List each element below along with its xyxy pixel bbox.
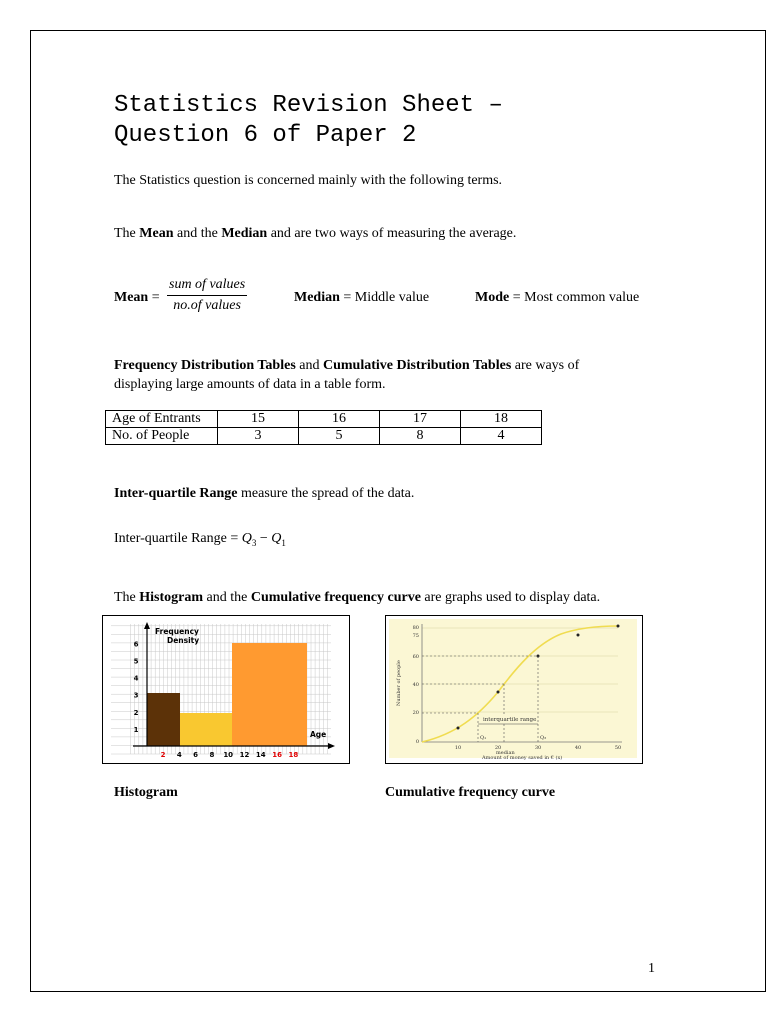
iqr-text: Inter-quartile Range measure the spread of the data. (114, 486, 415, 501)
y-tick-label: 0 (415, 739, 419, 745)
y-tick-label: 75 (412, 633, 419, 639)
x-tick-labels (161, 751, 299, 759)
histogram-bar (180, 713, 232, 746)
histogram-caption: Histogram (114, 785, 178, 800)
graphs-text: The Histogram and the Cumulative frequency curve are graphs used to display data. (114, 590, 601, 605)
y-tick-label: 6 (133, 640, 139, 649)
x-axis-arrow-icon (328, 743, 335, 749)
cumulative-curve-chart (386, 616, 640, 761)
mode-definition: Mode = Most common value (475, 290, 640, 305)
x-tick-label: 14 (255, 751, 266, 759)
curve-point (457, 727, 460, 730)
x-tick-label: 40 (574, 745, 582, 751)
curve-background (389, 619, 637, 758)
y-tick-label: 1 (133, 725, 139, 734)
x-axis-label: Age (310, 730, 327, 739)
curve-point (577, 634, 580, 637)
y-axis-label: Number of people (396, 660, 402, 706)
cfc-caption: Cumulative frequency curve (385, 785, 556, 800)
table-row (106, 428, 542, 445)
x-tick-label: 4 (176, 751, 182, 759)
histogram-figure (102, 615, 350, 764)
median-definition: Median = Middle value (294, 290, 430, 305)
iqr-formula: Inter-quartile Range = $Q_3 - Q_1$ (114, 531, 286, 548)
table-row (106, 411, 542, 428)
page-title: Statistics Revision Sheet – Question 6 of Paper 2 (114, 92, 503, 149)
y-tick-label: 2 (133, 708, 139, 717)
x-tick-label: 10 (454, 745, 462, 751)
median-label: median (496, 750, 515, 756)
intro-text: The Statistics question is concerned mainly with the following terms. (114, 173, 503, 188)
mean-fraction: $\frac{\text{sum of values}}{\text{no.of values}}$ (169, 277, 246, 313)
frequency-table (105, 410, 542, 445)
row-header-people: No. of People (106, 428, 218, 445)
y-tick-label: 80 (412, 625, 419, 631)
x-tick-label: 10 (223, 751, 234, 759)
page-number: 1 (648, 961, 655, 976)
curve-point (497, 691, 500, 694)
row-header-age: Age of Entrants (106, 411, 218, 428)
y-tick-label: 5 (133, 657, 139, 666)
curve-point (617, 625, 620, 628)
x-tick-label: 2 (160, 751, 166, 759)
y-axis-label: Frequency (155, 627, 199, 636)
x-tick-label: 12 (239, 751, 250, 759)
x-tick-label: 16 (272, 751, 282, 759)
table-cell: 17 (380, 411, 461, 428)
table-cell: 15 (218, 411, 299, 428)
y-axis-label: Density (167, 636, 200, 645)
iqr-label: interquartile range (483, 717, 537, 723)
y-tick-label: 4 (133, 674, 139, 683)
average-text: The Mean and the Median and are two ways of measuring the average. (114, 226, 517, 241)
mean-formula: Mean = (114, 290, 160, 305)
table-cell: 16 (299, 411, 380, 428)
y-tick-label: 60 (412, 654, 419, 660)
table-cell: 3 (218, 428, 299, 445)
cumulative-curve-figure (385, 615, 643, 764)
x-tick-label: 8 (209, 751, 215, 759)
y-tick-label: 20 (412, 710, 419, 716)
q1-label: Q₁ (480, 735, 487, 741)
x-axis-label: Amount of money saved in € (x) (482, 755, 563, 761)
x-tick-label: 50 (614, 745, 622, 751)
histogram-bar (147, 693, 180, 746)
x-tick-label: 30 (534, 745, 542, 751)
y-axis-arrow-icon (144, 622, 150, 629)
histogram-chart (103, 616, 347, 761)
y-tick-label: 40 (412, 682, 419, 688)
table-cell: 18 (461, 411, 542, 428)
table-cell: 8 (380, 428, 461, 445)
histogram-bar (232, 643, 307, 746)
x-tick-label: 18 (288, 751, 299, 759)
x-tick-label: 6 (193, 751, 199, 759)
x-tick-label: 20 (494, 745, 502, 751)
table-cell: 4 (461, 428, 542, 445)
q3-label: Q₃ (540, 735, 547, 741)
tables-text: Frequency Distribution Tables and Cumulative Distribution Tables are ways of displaying large amounts of data in a table form. (114, 358, 580, 392)
table-cell: 5 (299, 428, 380, 445)
y-tick-label: 3 (133, 691, 139, 700)
